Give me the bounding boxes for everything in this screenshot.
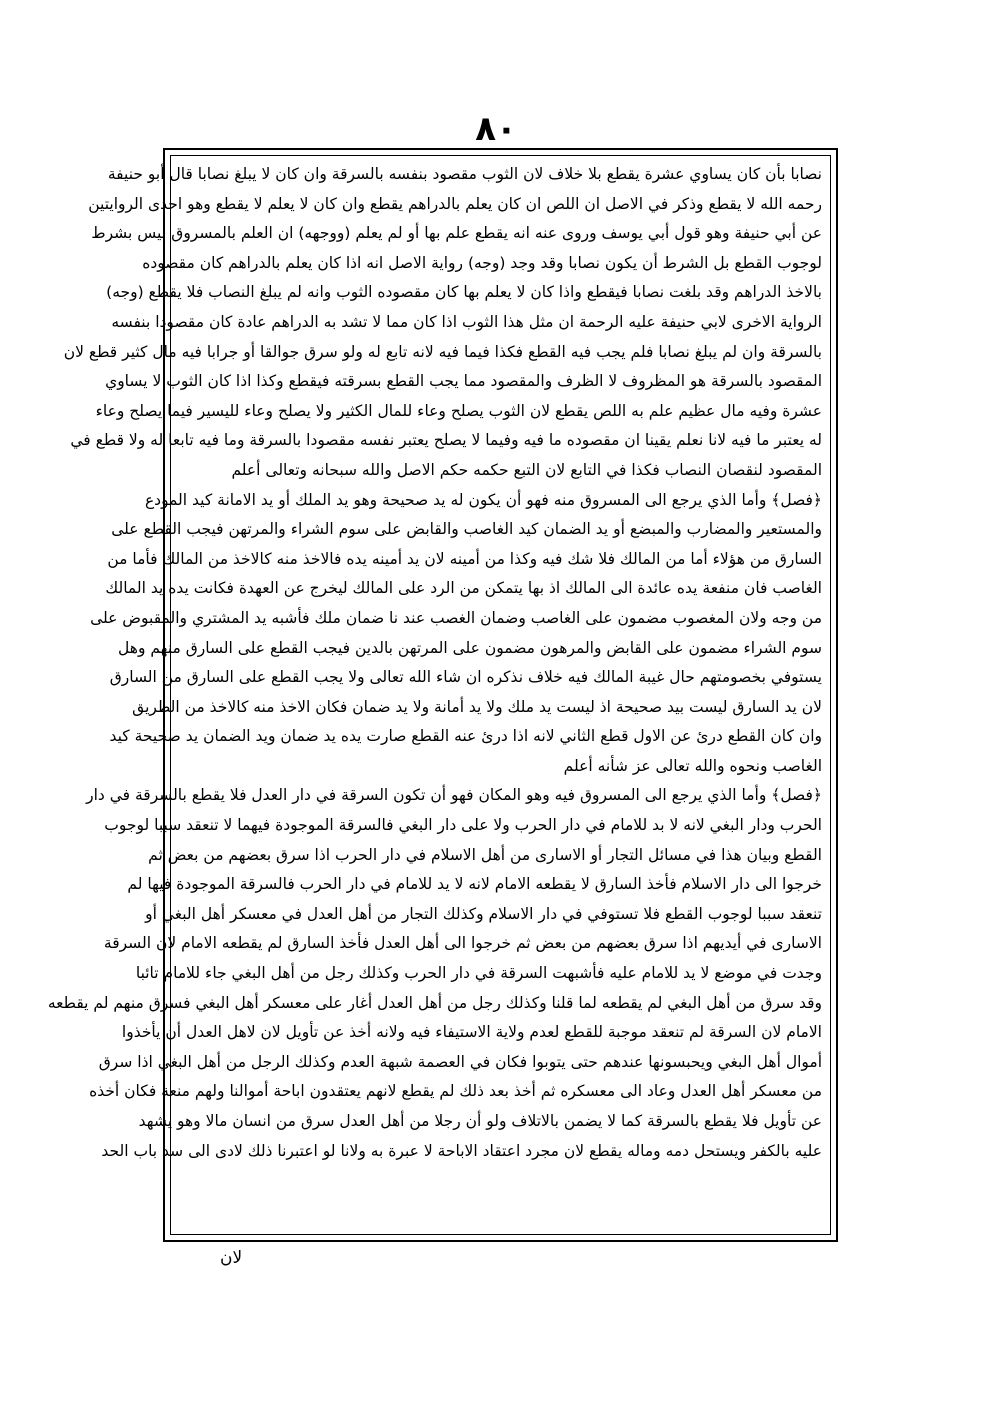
text-line: والمستعير والمضارب والمبضع أو يد الضمان كيد الغاصب والقابض على سوم الشراء والمرتهن فيجب القطع على [111, 520, 822, 539]
text-line: عن أبي حنيفة وهو قول أبي يوسف وروى عنه انه يقطع علم بها أو لم يعلم (ووجهه) ان العلم بالمسروق ليس بشرط [91, 224, 822, 243]
text-line: وقد سرق من أهل البغي لم يقطعه لما قلنا وكذلك رجل من أهل العدل أغار على معسكر أهل البغي فسرق منهم لم يقطعه [47, 993, 822, 1012]
text-line: الاسارى في أيديهم اذا سرق بعضهم من بعض ثم خرجوا الى أهل العدل فأخذ السارق لم يقطعه الامام لان السرقة [103, 934, 822, 953]
text-line: تنعقد سببا لوجوب القطع فلا تستوفي في دار الاسلام وكذلك التجار من أهل العدل في معسكر أهل البغي أو [145, 904, 822, 923]
page-number: ٨٠ [475, 109, 517, 149]
text-line: عشرة وفيه مال عظيم علم به اللص يقطع لان الثوب يصلح وعاء للمال الكثير ولا يصلح وعاء لليسير فيما يصلح وعاء [95, 401, 822, 420]
text-line: يستوفي بخصومتهم حال غيبة المالك فيه خلاف نذكره ان شاء الله تعالى ولا يجب القطع على السارق من السارق [109, 668, 822, 687]
text-line: له يعتبر ما فيه لانا نعلم يقينا ان مقصوده ما فيه وفيما لا يصلح يعتبر نفسه مقصودا بالسرقة وما فيه تابعا له ولا قطع في [70, 431, 822, 450]
catchword: لان [220, 1248, 243, 1268]
text-body [47, 160, 822, 1166]
text-line: لان يد السارق ليست بيد صحيحة اذ ليست يد ملك ولا يد أمانة ولا يد ضمان فكان الاخذ منه كالاخذ من الطريق [132, 697, 822, 716]
text-line: الغاصب ونحوه والله تعالى عز شأنه أعلم [563, 756, 822, 775]
text-line: بالاخذ الدراهم وقد بلغت نصابا فيقطع واذا كان لا يعلم بها كان مقصوده الثوب وانه لم يبلغ النصاب فلا يقطع (وجه) [106, 283, 822, 302]
text-line: القطع وبيان هذا في مسائل التجار أو الاسارى من أهل الاسلام في دار الحرب اذا سرق بعضهم من بعض ثم [148, 845, 822, 864]
text-line: بالسرقة وان لم يبلغ نصابا فلم يجب فيه القطع فكذا فيما فيه لانه تابع له ولو سرق جوالقا أو جرابا فيه مال كثير قطع لان [63, 342, 822, 361]
text-line: المقصود بالسرقة هو المظروف لا الظرف والمقصود مما يجب القطع بسرقته فيقطع وكذا اذا كان الثوب لا يساوي [105, 372, 822, 391]
text-line: رحمه الله لا يقطع وذكر في الاصل ان اللص ان كان يعلم بالدراهم يقطع وان كان لا يعلم لا يقطع وهو احدى الروايتين [88, 194, 822, 213]
text-line: من معسكر أهل العدل وعاد الى معسكره ثم أخذ بعد ذلك لم يقطع لانهم يعتقدون اباحة أموالنا ولهم منعة فكان أخذه [89, 1082, 822, 1101]
text-line: الغاصب فان منفعة يده عائدة الى المالك اذ بها يتمكن من الرد على المالك ليخرج عن العهدة فكانت يده يد المالك [105, 579, 822, 598]
text-line: الحرب ودار البغي لانه لا بد للامام في دار الحرب ولا على دار البغي فالسرقة الموجودة فيهما لا تنعقد سببا لوجوب [104, 816, 822, 835]
text-line: لوجوب القطع بل الشرط أن يكون نصابا وقد وجد (وجه) رواية الاصل انه اذا كان يعلم بالدراهم كان مقصوده [142, 253, 822, 272]
text-line: السارق من هؤلاء أما من المالك فلا شك فيه وكذا من أمينه لان يد أمينه يده فالاخذ منه كالاخذ من المالك فأما من [107, 549, 822, 568]
text-line: نصابا بأن كان يساوي عشرة يقطع بلا خلاف لان الثوب مقصود بنفسه بالسرقة وان كان لا يبلغ نصابا قال أبو حنيفة [107, 165, 822, 183]
text-line: الامام لان السرقة لم تنعقد موجبة للقطع لعدم ولاية الاستيفاء فيه ولانه أخذ عن تأويل لان لاهل العدل أن يأخذوا [121, 1023, 822, 1042]
text-line: خرجوا الى دار الاسلام فأخذ السارق لا يقطعه الامام لانه لا يد للامام في دار الحرب فالسرقة الموجودة فيها لم [127, 875, 822, 894]
text-line: من وجه ولان المغصوب مضمون على الغاصب وضمان الغصب عند نا ضمان ملك فأشبه يد المشتري والمقبوض على [90, 608, 822, 627]
text-frame [47, 148, 838, 1242]
text-line: سوم الشراء مضمون على القابض والمرهون مضمون على المرتهن بالدين فيجب القطع على السارق منهم وهل [118, 638, 822, 657]
text-line: ﴿فصل﴾ وأما الذي يرجع الى المسروق منه فهو أن يكون له يد صحيحة وهو يد الملك أو يد الامانة كيد المودع [144, 490, 822, 509]
text-line: الرواية الاخرى لابي حنيفة عليه الرحمة ان مثل هذا الثوب اذا كان مما لا تشد به الدراهم عادة كان مقصودا بنفسه [111, 312, 822, 331]
text-line: وجدت في موضع لا يد للامام عليه فأشبهت السرقة في دار الحرب وكذلك رجل من أهل البغي جاء للامام تائبا [135, 964, 822, 983]
text-line: وان كان القطع درئ عن الاول قطع الثاني لانه اذا درئ عنه القطع صارت يده يد ضمان ويد الضمان يد صحيحة كيد [109, 727, 822, 746]
text-frame-inner-border [47, 155, 831, 1235]
text-line: عن تأويل فلا يقطع بالسرقة كما لا يضمن بالاتلاف ولو أن رجلا من أهل العدل سرق من انسان مالا وهو يشهد [138, 1112, 822, 1130]
text-line: ﴿فصل﴾ وأما الذي يرجع الى المسروق فيه وهو المكان فهو أن تكون السرقة في دار العدل فلا يقطع بالسرقة في دار [86, 786, 822, 805]
text-line: عليه بالكفر ويستحل دمه وماله يقطع لان مجرد اعتقاد الاباحة لا عبرة به ولانا لو اعتبرنا ذلك لادى الى سد باب الحد [101, 1141, 822, 1160]
text-line: أموال أهل البغي ويحبسونها عندهم حتى يتوبوا فكان في العصمة شبهة العدم وكذلك الرجل من أهل البغي اذا سرق [98, 1052, 822, 1071]
text-line: المقصود لنقصان النصاب فكذا في التابع لان التبع حكمه حكم الاصل والله سبحانه وتعالى أعلم [231, 460, 822, 479]
